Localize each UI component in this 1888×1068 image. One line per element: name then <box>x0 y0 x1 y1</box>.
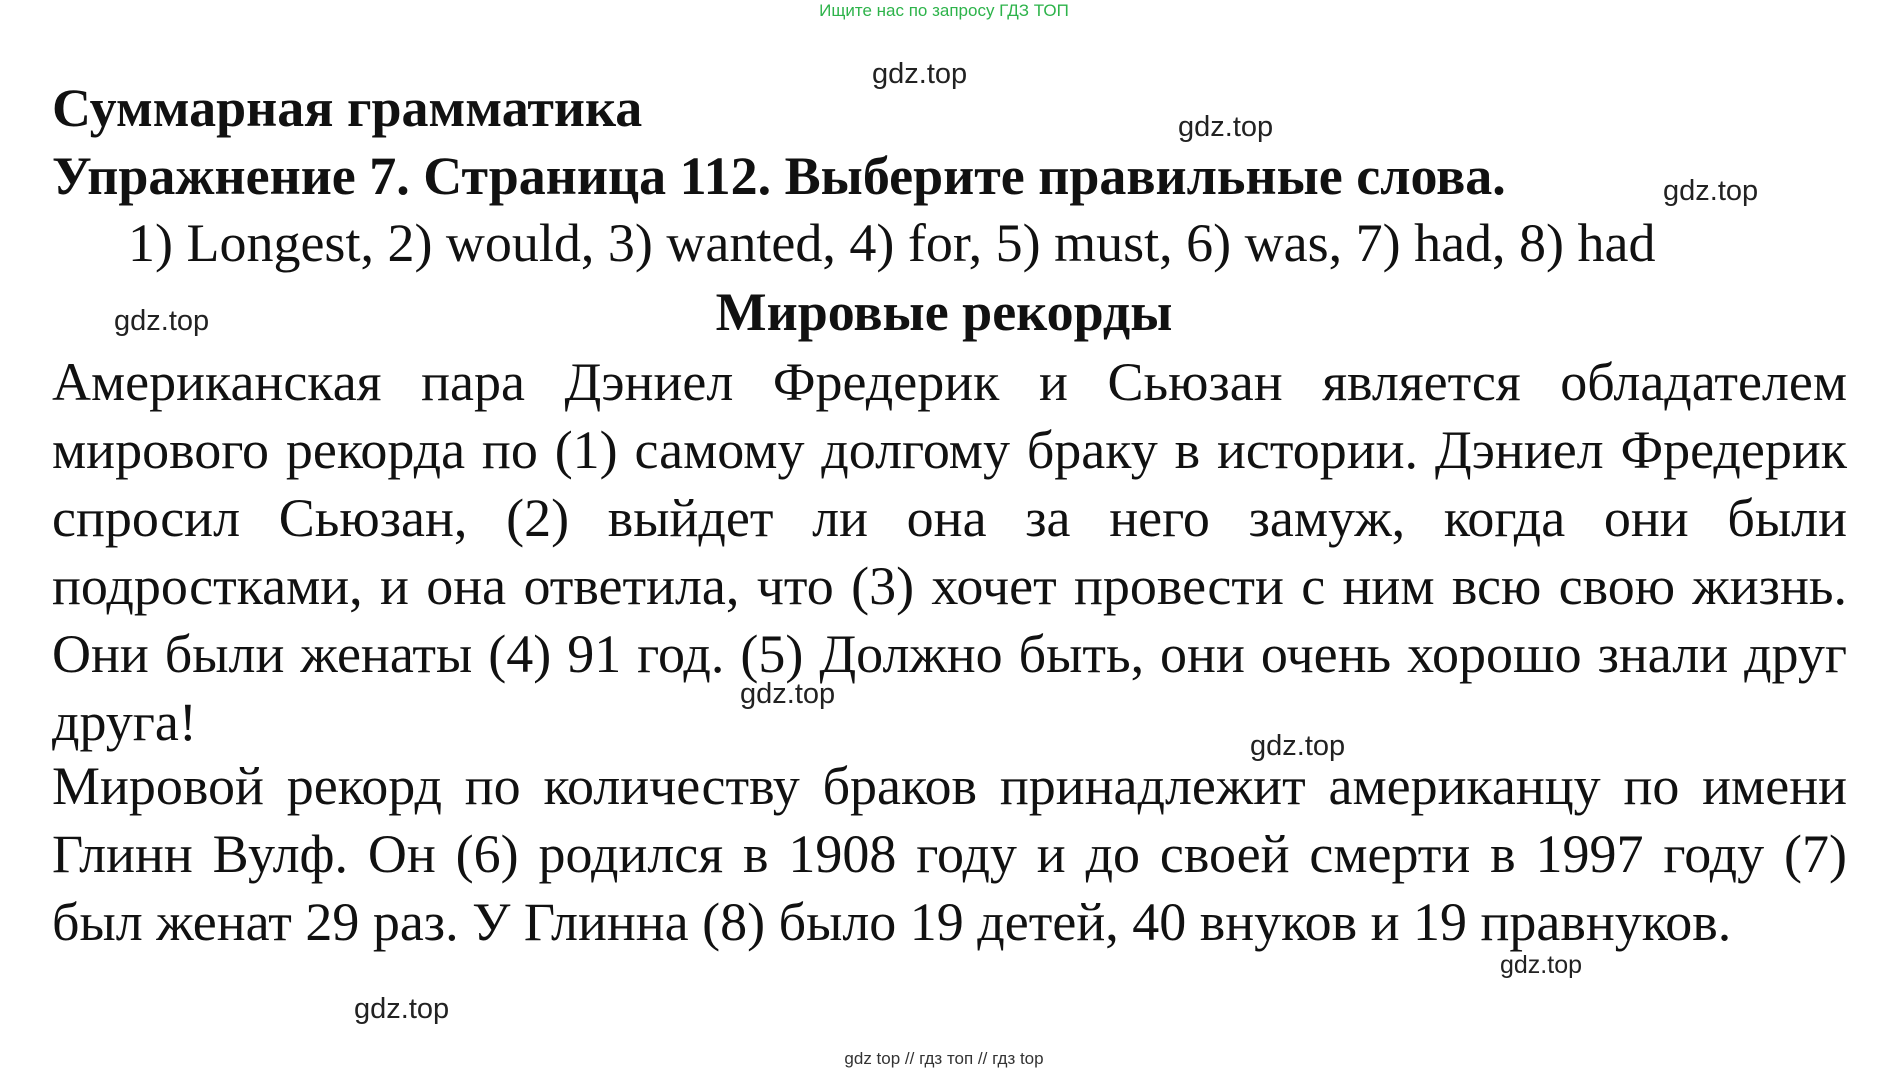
watermark: gdz.top <box>1663 175 1759 207</box>
footer-watermark: gdz top // гдз топ // гдз top <box>844 1049 1044 1068</box>
watermark: gdz.top <box>872 58 968 90</box>
watermark: gdz.top <box>1250 730 1346 762</box>
section-title: Суммарная грамматика <box>52 78 643 138</box>
text-title: Мировые рекорды <box>715 282 1173 342</box>
watermark: gdz.top <box>114 305 210 337</box>
watermark: gdz.top <box>1500 951 1583 979</box>
watermark: gdz.top <box>354 993 450 1025</box>
exercise-title: Упражнение 7. Страница 112. Выберите правильные слова. <box>52 146 1506 206</box>
watermark: gdz.top <box>740 678 836 710</box>
paragraph-2: Мировой рекорд по количеству браков принадлежит американцу по имени Глинн Вулф. Он (6) родился в 1908 году и до своей смерти в 1997 году (7) был женат 29 раз. У Глинна (8) было 19 детей, 40 внуков и 19 правнуков. <box>52 756 1847 952</box>
paragraph-1: Американская пара Дэниел Фредерик и Сьюзан является обладателем мирового рекорда по (1) самому долгому браку в истории. Дэниел Фредерик спросил Сьюзан, (2) выйдет ли она за него замуж, когда они были подростками, и она ответила, что (3) хочет провести с ним всю свою жизнь. Они были женаты (4) 91 год. (5) Должно быть, они очень хорошо знали друг друга! <box>52 352 1847 752</box>
top-banner: Ищите нас по запросу ГДЗ ТОП <box>819 1 1069 20</box>
watermark: gdz.top <box>1178 111 1274 143</box>
answers-line: 1) Longest, 2) would, 3) wanted, 4) for, 5) must, 6) was, 7) had, 8) had <box>128 213 1656 273</box>
